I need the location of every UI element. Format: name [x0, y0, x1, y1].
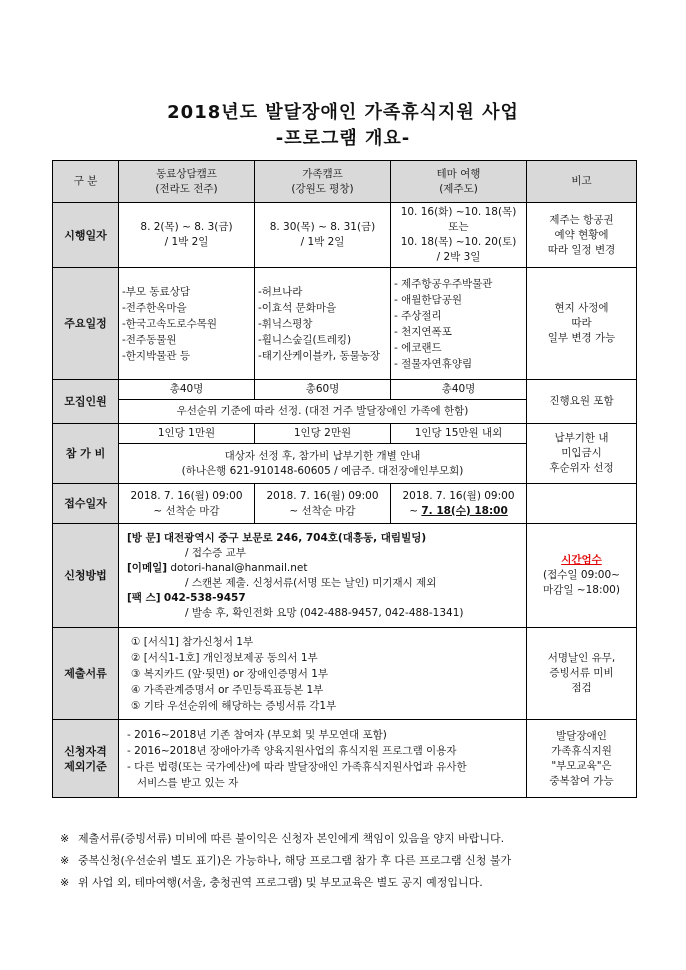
recruit-label: 모집인원 — [53, 380, 119, 424]
title-line-2: -프로그램 개요- — [275, 128, 411, 149]
fee-note-3: 후순위자 선정 — [549, 462, 614, 474]
itinerary-item: - 제주항공우주박물관 — [394, 277, 493, 290]
reception-row — [53, 484, 637, 524]
method-email-sub: / 스캔본 제출. 신청서류(서명 또는 날인) 미기재시 제외 — [185, 576, 437, 589]
qualification-item: 서비스를 받고 있는 자 — [137, 776, 239, 789]
footnote — [60, 828, 650, 850]
documents-note-1: 서명날인 유무, — [547, 652, 616, 664]
reception-end: ~ 선착순 마감 — [153, 504, 220, 517]
itinerary-note-1: 현지 사정에 — [554, 302, 609, 314]
qualification-label-2: 제외기준 — [64, 759, 107, 773]
itinerary-item: -허브나라 — [258, 285, 303, 298]
qualification-item: - 2016~2018년 기존 참여자 (부모회 및 부모연대 포함) — [127, 728, 387, 741]
itinerary-item: -태기산케이블카, 동물농장 — [258, 349, 381, 362]
method-fax — [127, 591, 523, 606]
itinerary-item: - 절물자연휴양림 — [394, 357, 473, 370]
itinerary-item: - 주상절리 — [394, 309, 442, 322]
documents-list — [119, 628, 527, 720]
header-family-camp — [255, 161, 391, 203]
header-remarks: 비고 — [527, 161, 637, 203]
method-email — [127, 561, 523, 576]
itinerary-item: -이효석 문화마을 — [258, 301, 337, 314]
qualification-row — [53, 720, 637, 798]
fee-note-1: 납부기한 내 — [554, 432, 609, 444]
header-category: 구 분 — [53, 161, 119, 203]
recruit-peer-camp: 총40명 — [119, 380, 255, 400]
reception-deadline-date: 7. 18(수) 18:00 — [421, 504, 508, 517]
documents-note-3: 점검 — [571, 682, 592, 694]
method-visit-tag: [방 문] — [127, 531, 161, 544]
itinerary-item: -휠니스숲길(트레킹) — [258, 333, 352, 346]
reception-remarks-empty — [527, 484, 637, 524]
header-row — [53, 161, 637, 203]
itinerary-peer-camp — [119, 268, 255, 380]
reception-deadline — [394, 504, 523, 519]
schedule-trip-dates-1: 10. 16(화) ~10. 18(목) — [400, 206, 517, 218]
qualification-label — [53, 720, 119, 798]
reference-mark-icon: ※ — [60, 832, 70, 845]
qualification-item: - 다른 법령(또는 국가예산)에 따라 발달장애인 가족휴식지원사업과 유사한 — [127, 760, 467, 773]
header-theme-trip — [391, 161, 527, 203]
method-row — [53, 524, 637, 628]
schedule-note-3: 따라 일정 변경 — [547, 243, 616, 256]
itinerary-remarks — [527, 268, 637, 380]
method-email-tag: [이메일] — [127, 561, 168, 574]
itinerary-item: - 애월한담공원 — [394, 293, 462, 306]
title-line-1: 2018년도 발달장애인 가족휴식지원 사업 — [167, 102, 519, 123]
itinerary-note-3: 일부 변경 가능 — [547, 332, 616, 344]
itinerary-row — [53, 268, 637, 380]
method-label: 신청방법 — [53, 524, 119, 628]
footnote — [60, 850, 650, 872]
fee-theme-trip: 1인당 15만원 내외 — [391, 424, 527, 444]
fee-payment-guide: 대상자 선정 후, 참가비 납부기한 개별 안내 — [224, 449, 421, 462]
fee-payment-info — [119, 444, 527, 484]
qualification-remarks — [527, 720, 637, 798]
reception-label: 접수일자 — [53, 484, 119, 524]
schedule-label: 시행일자 — [53, 203, 119, 268]
header-peer-camp-place: (전라도 전주) — [155, 182, 218, 195]
document-item: ⑤ 기타 우선순위에 해당하는 증빙서류 각1부 — [131, 699, 337, 712]
recruit-family-camp: 총60명 — [255, 380, 391, 400]
reception-start: 2018. 7. 16(월) 09:00 — [402, 489, 515, 502]
documents-note-2: 증빙서류 미비 — [549, 667, 614, 679]
schedule-peer-camp — [119, 203, 255, 268]
header-family-camp-name: 가족캠프 — [302, 167, 343, 180]
reception-start: 2018. 7. 16(월) 09:00 — [130, 489, 243, 502]
itinerary-note-2: 따라 — [571, 317, 592, 329]
qualification-note-3: "부모교육"은 — [551, 759, 612, 772]
header-theme-trip-place: (제주도) — [439, 182, 478, 195]
recruit-criteria: 우선순위 기준에 따라 선정. (대전 거주 발달장애인 가족에 한함) — [119, 400, 527, 424]
schedule-trip-duration: / 2박 3일 — [436, 251, 481, 263]
schedule-trip-or: 또는 — [448, 221, 469, 233]
method-visit — [127, 531, 523, 546]
itinerary-family-camp — [255, 268, 391, 380]
method-fax-sub: / 발송 후, 확인전화 요망 (042-488-9457, 042-488-1341) — [185, 606, 464, 619]
reception-family-camp — [255, 484, 391, 524]
documents-label: 제출서류 — [53, 628, 119, 720]
qualification-note-4: 중복참여 가능 — [549, 774, 614, 787]
itinerary-theme-trip — [391, 268, 527, 380]
fee-note-2: 미입금시 — [561, 447, 602, 459]
method-note-3: 마감일 ~18:00) — [543, 584, 620, 596]
documents-remarks — [527, 628, 637, 720]
method-remarks — [527, 524, 637, 628]
header-theme-trip-name: 테마 여행 — [436, 167, 481, 180]
itinerary-item: -전주동물원 — [122, 333, 177, 346]
header-peer-camp-name: 동료상담캠프 — [156, 167, 217, 180]
fee-bank-account: (하나은행 621-910148-60605 / 예금주. 대전장애인부모회) — [181, 464, 464, 477]
itinerary-item: - 에코랜드 — [394, 341, 442, 354]
header-peer-camp — [119, 161, 255, 203]
document-title — [0, 100, 686, 152]
schedule-note-2: 예약 현황에 — [554, 228, 609, 241]
itinerary-item: -한국고속도로수목원 — [122, 317, 218, 330]
itinerary-item: -한지박물관 등 — [122, 349, 190, 362]
method-time-strict: 시간엄수 — [561, 554, 602, 566]
recruit-remarks: 진행요원 포함 — [527, 380, 637, 424]
footnote-text: 위 사업 외, 테마여행(서울, 충청권역 프로그램) 및 부모교육은 별도 공지 예정입니다. — [78, 876, 483, 889]
method-fax-tag: [팩 스] — [127, 591, 161, 604]
method-email-address[interactable]: dotori-hanal@hanmail.net — [170, 561, 308, 574]
header-family-camp-place: (강원도 평창) — [291, 182, 354, 195]
itinerary-item: -휘닉스평창 — [258, 317, 313, 330]
qualification-label-1: 신청자격 — [64, 744, 107, 758]
reception-peer-camp — [119, 484, 255, 524]
reception-start: 2018. 7. 16(월) 09:00 — [266, 489, 379, 502]
footnote — [60, 872, 650, 894]
document-item: ④ 가족관계증명서 or 주민등록표등본 1부 — [131, 683, 324, 696]
footnote-text: 제출서류(증빙서류) 미비에 따른 불이익은 신청자 본인에게 책임이 있음을 양지 바랍니다. — [78, 832, 505, 845]
footnote-text: 중복신청(우선순위 별도 표기)은 가능하나, 해당 프로그램 참가 후 다른 프로그램 신청 불가 — [78, 854, 512, 867]
fee-peer-camp: 1인당 1만원 — [119, 424, 255, 444]
schedule-family-camp — [255, 203, 391, 268]
program-overview-table — [52, 160, 637, 798]
schedule-remarks — [527, 203, 637, 268]
reception-deadline-prefix: ~ — [409, 504, 422, 517]
method-visit-address: 대전광역시 중구 보문로 246, 704호(대흥동, 대림빌딩) — [163, 531, 427, 544]
documents-row — [53, 628, 637, 720]
itinerary-item: -전주한옥마을 — [122, 301, 187, 314]
itinerary-label: 주요일정 — [53, 268, 119, 380]
reference-mark-icon: ※ — [60, 876, 70, 889]
method-visit-sub: / 접수증 교부 — [185, 546, 246, 559]
schedule-peer-dates: 8. 2(목) ~ 8. 3(금) — [140, 221, 233, 233]
fee-label: 참 가 비 — [53, 424, 119, 484]
itinerary-item: - 천지연폭포 — [394, 325, 452, 338]
itinerary-item: -부모 동료상담 — [122, 285, 190, 298]
footnotes — [60, 828, 650, 894]
fee-family-camp: 1인당 2만원 — [255, 424, 391, 444]
qualification-note-1: 발달장애인 — [556, 729, 607, 742]
method-details — [119, 524, 527, 628]
document-item: ② [서식1-1호] 개인정보제공 동의서 1부 — [131, 651, 318, 664]
schedule-note-1: 제주는 항공권 — [549, 213, 614, 226]
schedule-trip-dates-2: 10. 18(목) ~10. 20(토) — [400, 236, 517, 248]
method-fax-number: 042-538-9457 — [163, 591, 246, 604]
schedule-peer-duration: / 1박 2일 — [164, 236, 209, 248]
recruit-theme-trip: 총40명 — [391, 380, 527, 400]
schedule-family-dates: 8. 30(목) ~ 8. 31(금) — [269, 221, 376, 233]
qualification-note-2: 가족휴식지원 — [551, 744, 612, 757]
reference-mark-icon: ※ — [60, 854, 70, 867]
qualification-list — [119, 720, 527, 798]
reception-end: ~ 선착순 마감 — [289, 504, 356, 517]
schedule-theme-trip — [391, 203, 527, 268]
method-note-2: (접수일 09:00~ — [543, 569, 620, 581]
fee-row — [53, 424, 637, 444]
reception-theme-trip — [391, 484, 527, 524]
recruit-row — [53, 380, 637, 400]
schedule-family-duration: / 1박 2일 — [300, 236, 345, 248]
schedule-row — [53, 203, 637, 268]
qualification-item: - 2016~2018년 장애아가족 양육지원사업의 휴식지원 프로그램 이용자 — [127, 744, 457, 757]
document-item: ③ 복지카드 (앞·뒷면) or 장애인증명서 1부 — [131, 667, 329, 680]
fee-remarks — [527, 424, 637, 484]
document-item: ① [서식1] 참가신청서 1부 — [131, 635, 254, 648]
